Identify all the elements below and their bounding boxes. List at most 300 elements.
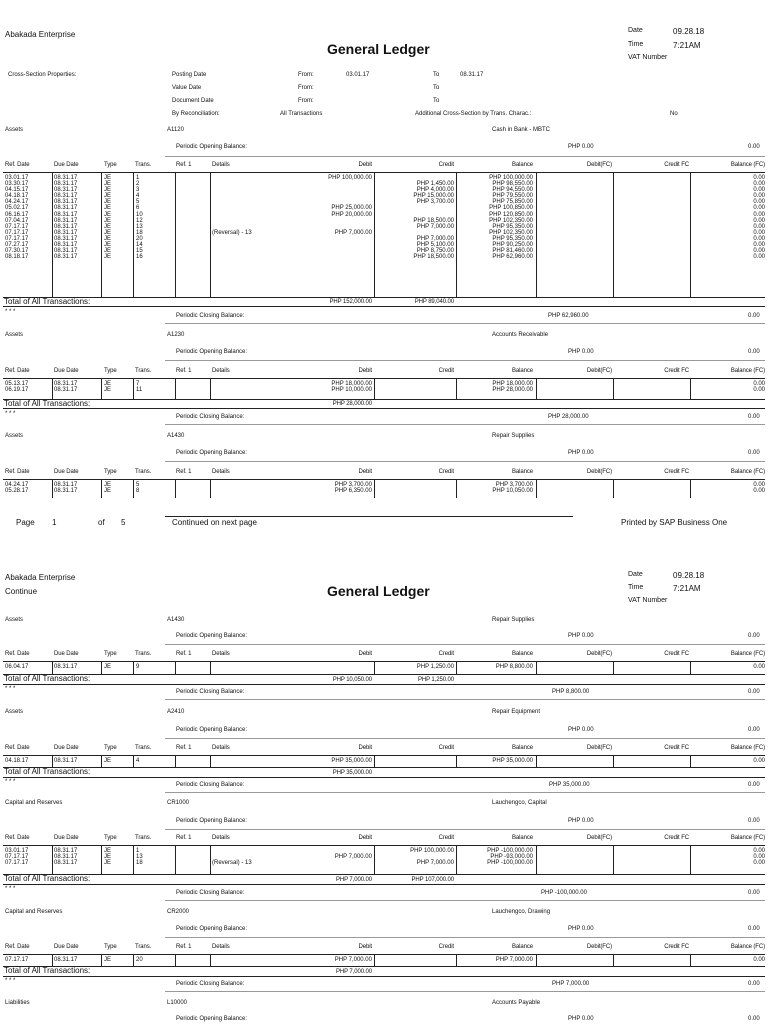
header-due-date: Due Date (54, 162, 79, 168)
table-cell: 06.19.17 (5, 387, 29, 394)
table-cell: JE (104, 254, 112, 261)
column-due-date (54, 664, 77, 670)
opening-balance-fc: 0.00 (748, 450, 760, 456)
stars: * * * (5, 978, 16, 984)
header-credit-fc: Credit FC (664, 944, 689, 950)
table-cell (300, 860, 372, 866)
printed-by: Printed by SAP Business One (621, 518, 728, 527)
table-cell: JE (104, 860, 112, 867)
closing-label: Periodic Closing Balance: (176, 313, 245, 319)
table-cell: 6 (136, 205, 140, 212)
posting-from-value: 03.01.17 (346, 72, 370, 78)
header-type: Type (104, 745, 117, 751)
table-cell: PHP 90,250.00 (492, 242, 533, 249)
account-name: Repair Equipment (492, 709, 541, 715)
total-debit: PHP 7,000.00 (335, 877, 372, 883)
column-balance (460, 664, 533, 670)
table-cell: 1 (136, 848, 140, 854)
column-trans (136, 175, 143, 260)
table-cell: 5 (136, 199, 140, 206)
table-cell: 08.31.17 (54, 217, 78, 224)
from-label: From: (298, 98, 314, 104)
closing-balance: PHP 7,000.00 (552, 981, 590, 987)
table-cell: 0.00 (753, 248, 765, 255)
opening-balance: PHP 0.00 (568, 633, 594, 639)
header-ref-date: Ref. Date (5, 835, 30, 841)
closing-balance-fc: 0.00 (748, 981, 760, 987)
opening-balance: PHP 0.00 (568, 144, 594, 150)
time-label: Time (628, 584, 644, 591)
table-cell: 5 (136, 482, 140, 488)
table-cell: 4 (136, 193, 140, 200)
table-cell: PHP 81,460.00 (492, 248, 533, 255)
header-ref-date: Ref. Date (5, 651, 30, 657)
time-label: Time (628, 41, 644, 48)
column-trans (136, 381, 142, 393)
table-cell: PHP 3,700.00 (416, 199, 454, 206)
table-cell: PHP 18,500.00 (413, 217, 454, 224)
header-credit-fc: Credit FC (664, 745, 689, 751)
column-debit (300, 482, 372, 494)
header-ref-date: Ref. Date (5, 944, 30, 950)
header-debit-fc: Debit(FC) (586, 835, 612, 841)
table-cell: 07.17.17 (5, 854, 29, 861)
table-cell: 0.00 (753, 175, 765, 181)
all-transactions: All Transactions (280, 111, 323, 117)
closing-label: Periodic Closing Balance: (176, 890, 245, 896)
table-cell: 08.31.17 (54, 860, 78, 867)
opening-balance-fc: 0.00 (748, 144, 760, 150)
column-due-date (54, 381, 77, 393)
table-cell: (Reversal) - 13 (212, 860, 252, 867)
header-details: Details (212, 944, 230, 950)
table-cell: JE (104, 205, 112, 212)
header-ref-date: Ref. Date (5, 162, 30, 168)
header-debit-fc: Debit(FC) (586, 944, 612, 950)
table-cell: PHP 20,000.00 (331, 211, 372, 218)
column-balance (460, 175, 533, 260)
table-cell: JE (104, 482, 112, 488)
closing-label: Periodic Closing Balance: (176, 689, 245, 695)
table-cell: 0.00 (753, 181, 765, 188)
continue-label: Continue (5, 587, 38, 596)
opening-balance: PHP 0.00 (568, 818, 594, 824)
header-debit-fc: Debit(FC) (586, 469, 612, 475)
header-due-date: Due Date (54, 835, 79, 841)
table-cell: PHP -93,000.00 (490, 854, 533, 861)
header-ref-date: Ref. Date (5, 745, 30, 751)
header-debit: Debit (358, 745, 372, 751)
column-trans (136, 848, 143, 866)
table-cell: 08.31.17 (54, 181, 78, 188)
table-cell: PHP 10,050.00 (492, 488, 533, 495)
header-due-date: Due Date (54, 745, 79, 751)
column-trans (136, 758, 139, 764)
total-credit: PHP 1,250.00 (417, 677, 454, 683)
table-cell: 07.17.17 (5, 860, 29, 867)
account-name: Accounts Receivable (492, 332, 549, 338)
header-balance-fc: Balance (FC) (730, 651, 765, 657)
table-cell: 0.00 (753, 957, 765, 963)
table-cell: 07.04.17 (5, 217, 29, 224)
opening-balance: PHP 0.00 (568, 349, 594, 355)
column-ref-date (5, 957, 28, 963)
posting-date-label: Posting Date (172, 72, 207, 78)
table-cell: 0.00 (753, 217, 765, 224)
table-cell: 0.00 (753, 854, 765, 861)
account-group: Capital and Reserves (5, 800, 63, 806)
header-details: Details (212, 745, 230, 751)
table-cell: PHP 35,000.00 (492, 758, 533, 764)
column-balance-fc (700, 482, 765, 494)
opening-label: Periodic Opening Balance: (176, 633, 248, 639)
table-cell: JE (104, 235, 112, 242)
table-cell: 20 (136, 235, 143, 242)
table-cell: PHP 3,700.00 (495, 482, 533, 488)
account-group: Assets (5, 709, 24, 715)
column-balance-fc (700, 664, 765, 670)
table-cell (300, 254, 372, 260)
header-due-date: Due Date (54, 651, 79, 657)
table-cell: 0.00 (753, 229, 765, 236)
stars: * * * (5, 309, 16, 315)
table-cell: PHP 18,000.00 (331, 381, 372, 387)
table-cell: 0.00 (753, 860, 765, 867)
closing-balance-fc: 0.00 (748, 313, 760, 319)
table-cell: 0.00 (753, 381, 765, 387)
vat-label: VAT Number (628, 597, 668, 604)
total-debit: PHP 28,000.00 (332, 401, 372, 407)
table-cell: 08.31.17 (54, 957, 78, 963)
company-name: Abakada Enterprise (5, 573, 76, 582)
to-label: To (433, 98, 440, 104)
header-credit: Credit (438, 745, 454, 751)
total-label: Total of All Transactions: (4, 674, 91, 683)
table-cell: 08.31.17 (54, 254, 78, 261)
from-label: From: (298, 85, 314, 91)
account-group: Assets (5, 127, 24, 133)
table-cell: PHP 79,550.00 (492, 193, 533, 200)
column-balance (460, 482, 533, 494)
table-cell: 3 (136, 187, 140, 194)
header-ref1: Ref. 1 (176, 835, 192, 841)
table-cell: 0.00 (753, 235, 765, 242)
opening-balance: PHP 0.00 (568, 926, 594, 932)
continued-label: Continued on next page (172, 518, 257, 527)
table-cell: JE (104, 957, 112, 963)
table-cell: JE (104, 758, 112, 764)
account-code: A2410 (167, 709, 185, 715)
header-trans: Trans. (135, 469, 152, 475)
header-details: Details (212, 469, 230, 475)
column-type (104, 381, 111, 393)
table-cell: (Reversal) - 13 (212, 229, 252, 236)
header-details: Details (212, 162, 230, 168)
table-cell: PHP -100,000.00 (487, 860, 533, 867)
table-cell: JE (104, 193, 112, 200)
value-date-label: Value Date (172, 85, 202, 91)
table-cell: JE (104, 217, 112, 224)
table-cell: 08.31.17 (54, 387, 78, 394)
table-cell: 04.15.17 (5, 187, 29, 194)
table-cell: 10 (136, 211, 143, 218)
table-cell: 06.04.17 (5, 664, 29, 670)
account-name: Repair Supplies (492, 433, 535, 439)
table-cell: 04.24.17 (5, 199, 29, 206)
table-cell: 15 (136, 248, 143, 255)
column-ref-date (5, 848, 28, 866)
table-cell: PHP 15,000.00 (413, 193, 454, 200)
table-cell: 07.27.17 (5, 242, 29, 249)
table-cell: 05.02.17 (5, 205, 29, 212)
header-balance: Balance (512, 651, 533, 657)
table-cell: JE (104, 181, 112, 188)
table-cell: 08.31.17 (54, 482, 78, 488)
table-cell: PHP 98,550.00 (492, 181, 533, 188)
table-cell (212, 254, 252, 260)
table-cell: 0.00 (753, 242, 765, 249)
header-debit-fc: Debit(FC) (586, 745, 612, 751)
date-label: Date (628, 27, 643, 34)
header-credit: Credit (438, 651, 454, 657)
table-cell: PHP 3,700.00 (334, 482, 372, 488)
total-label: Total of All Transactions: (4, 297, 91, 306)
closing-balance-fc: 0.00 (748, 689, 760, 695)
column-due-date (54, 957, 77, 963)
column-credit (380, 848, 454, 866)
of-label: of (98, 518, 105, 527)
table-cell: 07.30.17 (5, 248, 29, 255)
table-cell: 08.31.17 (54, 248, 78, 255)
column-trans (136, 482, 139, 494)
opening-label: Periodic Opening Balance: (176, 818, 248, 824)
date-label: Date (628, 571, 643, 578)
table-cell: PHP 7,000.00 (416, 860, 454, 867)
table-cell: PHP 7,000.00 (416, 235, 454, 242)
table-cell: 08.18.17 (5, 254, 29, 261)
table-cell: JE (104, 187, 112, 194)
table-cell: 08.31.17 (54, 223, 78, 230)
column-balance (460, 957, 533, 963)
cross-section-label: Cross-Section Properties: (8, 72, 77, 78)
header-balance: Balance (512, 469, 533, 475)
header-trans: Trans. (135, 944, 152, 950)
closing-balance-fc: 0.00 (748, 414, 760, 420)
table-cell: 14 (136, 242, 143, 249)
header-type: Type (104, 651, 117, 657)
header-balance-fc: Balance (FC) (730, 469, 765, 475)
table-cell: 08.31.17 (54, 187, 78, 194)
table-cell: JE (104, 664, 112, 670)
header-due-date: Due Date (54, 469, 79, 475)
opening-label: Periodic Opening Balance: (176, 144, 248, 150)
header-debit: Debit (358, 651, 372, 657)
header-credit-fc: Credit FC (664, 469, 689, 475)
total-debit: PHP 7,000.00 (335, 969, 372, 975)
table-cell: PHP 5,100.00 (416, 242, 454, 249)
table-cell: 08.31.17 (54, 381, 78, 387)
column-due-date (54, 482, 77, 494)
table-cell: 0.00 (753, 193, 765, 200)
account-code: A1230 (167, 332, 185, 338)
table-cell: 04.24.17 (5, 482, 29, 488)
table-cell: PHP 7,000.00 (416, 223, 454, 230)
table-cell: PHP 35,000.00 (331, 758, 372, 764)
column-credit (380, 175, 454, 260)
table-cell: 07.17.17 (5, 223, 29, 230)
account-code: CR1000 (167, 800, 190, 806)
column-details (212, 848, 252, 866)
header-type: Type (104, 368, 117, 374)
account-name: Cash in Bank - MBTC (492, 127, 551, 133)
header-balance: Balance (512, 162, 533, 168)
table-cell: JE (104, 211, 112, 218)
table-cell: PHP 4,000.00 (416, 187, 454, 194)
additional-label: Additional Cross-Section by Trans. Charac.: (415, 111, 532, 117)
total-credit: PHP 89,040.00 (414, 299, 454, 305)
header-type: Type (104, 944, 117, 950)
table-cell: 08.31.17 (54, 175, 78, 181)
table-cell: 03.30.17 (5, 181, 29, 188)
column-due-date (54, 758, 77, 764)
closing-balance: PHP 28,000.00 (548, 414, 589, 420)
table-cell: JE (104, 199, 112, 206)
column-balance-fc (700, 381, 765, 393)
closing-balance: PHP 8,800.00 (552, 689, 590, 695)
table-cell: PHP 10,000.00 (331, 387, 372, 394)
header-trans: Trans. (135, 745, 152, 751)
table-cell: 08.31.17 (54, 758, 78, 764)
account-name: Lauchengco, Drawing (492, 909, 551, 915)
table-cell: 1 (136, 175, 140, 181)
account-group: Liabilities (5, 1000, 30, 1006)
table-cell: 08.31.17 (54, 193, 78, 200)
total-debit: PHP 35,000.00 (332, 770, 372, 776)
header-trans: Trans. (135, 651, 152, 657)
table-cell: 18 (136, 229, 143, 236)
table-cell: PHP 75,850.00 (492, 199, 533, 206)
additional-value: No (670, 111, 678, 117)
column-trans (136, 664, 139, 670)
account-name: Repair Supplies (492, 617, 535, 623)
total-label: Total of All Transactions: (4, 399, 91, 408)
table-cell: 0.00 (753, 758, 765, 764)
table-cell: 08.31.17 (54, 664, 78, 670)
closing-label: Periodic Closing Balance: (176, 981, 245, 987)
table-cell: 08.31.17 (54, 229, 78, 236)
posting-to-value: 08.31.17 (460, 72, 484, 78)
opening-label: Periodic Opening Balance: (176, 1016, 248, 1022)
table-cell: 9 (136, 664, 140, 670)
table-cell: 08.31.17 (54, 242, 78, 249)
header-debit: Debit (358, 944, 372, 950)
table-cell: 08.31.17 (54, 848, 78, 854)
table-cell: PHP 8,800.00 (495, 664, 533, 670)
column-details (212, 175, 252, 260)
table-cell: 08.31.17 (54, 235, 78, 242)
table-cell: PHP 120,850.00 (489, 211, 533, 218)
column-debit (300, 175, 372, 260)
table-cell: 0.00 (753, 482, 765, 488)
table-cell: JE (104, 854, 112, 861)
header-trans: Trans. (135, 162, 152, 168)
stars: * * * (5, 886, 16, 892)
table-cell: PHP 7,000.00 (495, 957, 533, 963)
table-cell: PHP 7,000.00 (334, 229, 372, 236)
column-debit (300, 848, 372, 866)
header-balance-fc: Balance (FC) (730, 162, 765, 168)
column-type (104, 664, 111, 670)
header-credit: Credit (438, 162, 454, 168)
opening-balance-fc: 0.00 (748, 926, 760, 932)
column-debit (300, 758, 372, 764)
opening-balance: PHP 0.00 (568, 1016, 594, 1022)
table-cell: 08.31.17 (54, 199, 78, 206)
table-cell: 13 (136, 854, 143, 861)
total-debit: PHP 152,000.00 (329, 299, 372, 305)
table-cell: 04.18.17 (5, 193, 29, 200)
table-cell: JE (104, 848, 112, 854)
total-pages: 5 (121, 518, 126, 527)
table-cell: JE (104, 387, 112, 394)
header-balance-fc: Balance (FC) (730, 368, 765, 374)
table-cell: PHP 18,500.00 (413, 254, 454, 261)
table-cell: PHP 1,250.00 (416, 664, 454, 670)
table-cell: 08.31.17 (54, 488, 78, 495)
column-ref-date (5, 381, 28, 393)
table-cell: PHP 100,850.00 (489, 205, 533, 212)
total-label: Total of All Transactions: (4, 874, 91, 883)
header-balance: Balance (512, 745, 533, 751)
account-name: Lauchengco, Capital (492, 800, 547, 806)
column-type (104, 175, 111, 260)
time-value: 7:21AM (673, 41, 701, 50)
time-value: 7:21AM (673, 584, 701, 593)
header-credit-fc: Credit FC (664, 368, 689, 374)
table-cell: 08.31.17 (54, 205, 78, 212)
header-balance: Balance (512, 368, 533, 374)
column-balance-fc (700, 957, 765, 963)
header-debit-fc: Debit(FC) (586, 368, 612, 374)
table-cell: 0.00 (753, 211, 765, 218)
table-cell: PHP 94,550.00 (492, 187, 533, 194)
account-code: CR2000 (167, 909, 190, 915)
table-cell: 0.00 (753, 664, 765, 670)
total-label: Total of All Transactions: (4, 966, 91, 975)
opening-balance-fc: 0.00 (748, 818, 760, 824)
header-type: Type (104, 835, 117, 841)
opening-label: Periodic Opening Balance: (176, 349, 248, 355)
table-cell: 12 (136, 217, 143, 224)
header-debit: Debit (358, 835, 372, 841)
table-cell: JE (104, 381, 112, 387)
table-cell: PHP 28,000.00 (492, 387, 533, 394)
company-name: Abakada Enterprise (5, 30, 76, 39)
column-ref-date (5, 758, 28, 764)
table-cell: 04.18.17 (5, 758, 29, 764)
header-balance: Balance (512, 944, 533, 950)
opening-balance-fc: 0.00 (748, 727, 760, 733)
account-group: Capital and Reserves (5, 909, 63, 915)
table-cell: PHP 100,000.00 (328, 175, 372, 181)
table-cell: PHP 100,000.00 (410, 848, 454, 854)
column-debit (300, 381, 372, 393)
table-cell: PHP 102,350.00 (489, 229, 533, 236)
header-ref1: Ref. 1 (176, 944, 192, 950)
table-cell: JE (104, 248, 112, 255)
account-code: A1120 (167, 127, 184, 133)
header-ref1: Ref. 1 (176, 368, 192, 374)
